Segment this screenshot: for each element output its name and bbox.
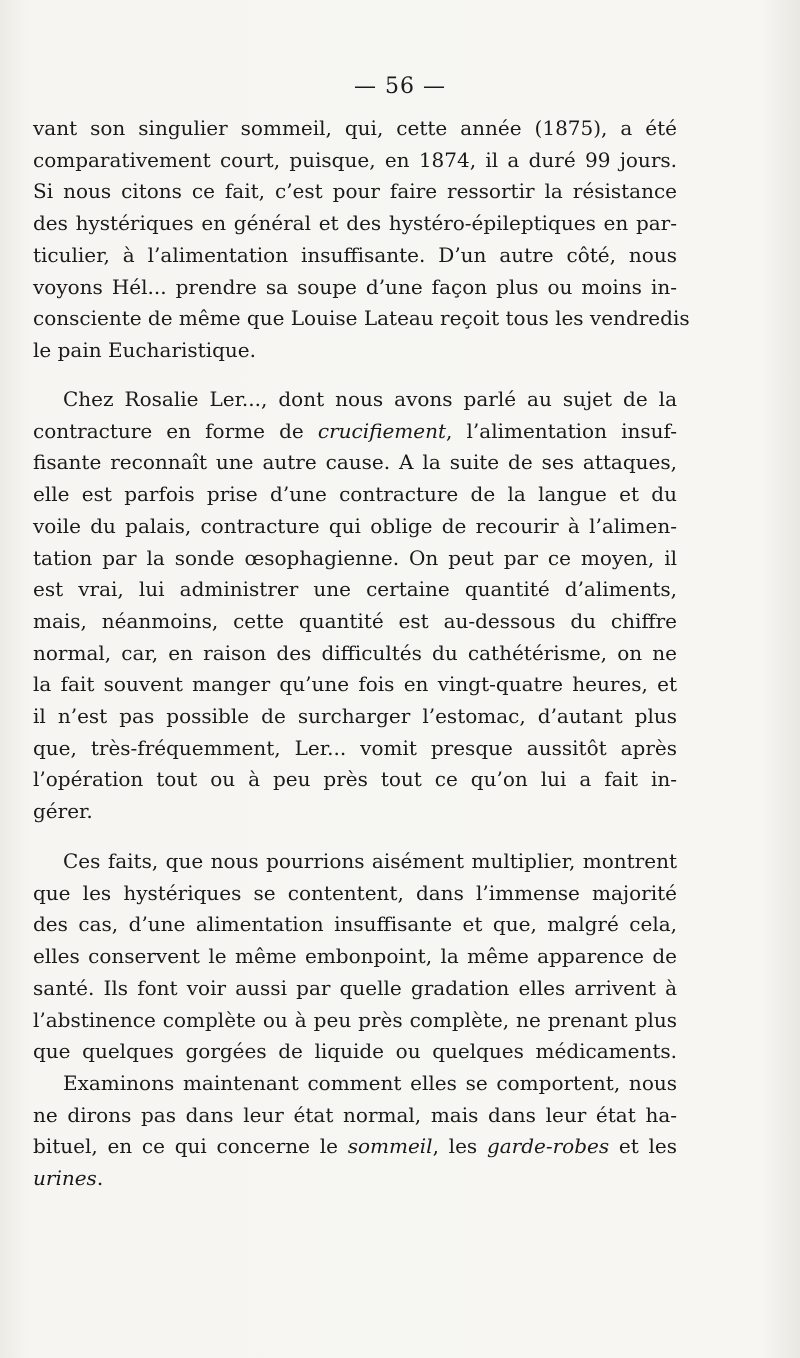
text-segment: et les (609, 1134, 677, 1159)
text-line: Chez Rosalie Ler..., dont nous avons parlé au sujet de la (63, 387, 677, 411)
paragraph-1 (33, 113, 690, 367)
text-line: des cas, d’une alimentation insuffisante et que, malgré cela, (33, 912, 677, 937)
paragraph-3 (33, 846, 677, 1068)
text-line: la fait souvent manger qu’une fois en vingt-quatre heures, et (33, 672, 677, 697)
text-line: Examinons maintenant comment elles se comportent, nous (63, 1071, 677, 1095)
text-line: voile du palais, contracture qui oblige de recourir à l’alimen- (33, 513, 677, 538)
text-line: le pain Eucharistique. (33, 337, 256, 362)
text-line: elle est parfois prise d’une contracture de la langue et du (33, 482, 677, 507)
text-line (33, 1131, 677, 1163)
text-line: fisante reconnaît une autre cause. A la suite de ses attaques, (33, 450, 677, 475)
text-line: consciente de même que Louise Lateau reçoit tous les vendredis (33, 306, 690, 331)
page-number: — 56 — (354, 74, 446, 99)
text-line: comparativement court, puisque, en 1874, il a duré 99 jours. (33, 147, 677, 172)
italic-term: crucifiement (317, 418, 447, 443)
italic-term: garde-robes (486, 1134, 610, 1159)
text-line: l’opération tout ou à peu près tout ce qu’on lui a fait in- (33, 767, 677, 792)
text-line: que, très-fréquemment, Ler... vomit presque aussitôt après (33, 735, 677, 760)
text-line: ticulier, à l’alimentation insuffisante. D’un autre côté, nous (33, 242, 677, 267)
text-segment: contracture en forme de (33, 418, 318, 443)
text-segment: , l’alimentation insuf- (446, 418, 677, 443)
text-line: Ces faits, que nous pourrions aisément multiplier, montrent (63, 849, 677, 873)
paragraph-4 (33, 1068, 677, 1195)
text-line: mais, néanmoins, cette quantité est au-dessous du chiffre (33, 608, 677, 633)
text-line: Si nous citons ce fait, c’est pour faire ressortir la résistance (33, 179, 677, 204)
text-line: gérer. (33, 799, 93, 824)
text-line: que quelques gorgées de liquide ou quelques médicaments. (33, 1039, 677, 1064)
text-segment: . (96, 1166, 104, 1191)
paragraph-2 (33, 384, 677, 828)
text-segment: bituel, en ce qui concerne le (33, 1134, 348, 1159)
text-line: que les hystériques se contentent, dans l’immense majorité (33, 880, 677, 905)
text-line: santé. Ils font voir aussi par quelle gradation elles arrivent à (33, 975, 677, 1000)
text-line: est vrai, lui administrer une certaine quantité d’aliments, (33, 577, 677, 602)
text-line: elles conservent le même embonpoint, la même apparence de (33, 944, 677, 969)
text-line: l’abstinence complète ou à peu près complète, ne prenant plus (33, 1007, 677, 1032)
text-line (33, 1163, 677, 1195)
text-line: tation par la sonde œsophagienne. On peut par ce moyen, il (33, 545, 677, 570)
text-line: voyons Hél... prendre sa soupe d’une façon plus ou moins in- (33, 274, 677, 299)
italic-term: urines (33, 1166, 97, 1191)
text-line: ne dirons pas dans leur état normal, mais dans leur état ha- (33, 1102, 677, 1127)
text-line: il n’est pas possible de surcharger l’estomac, d’autant plus (33, 704, 677, 729)
text-line: vant son singulier sommeil, qui, cette année (1875), a été (33, 116, 677, 140)
text-line (33, 416, 677, 448)
text-line: des hystériques en général et des hystéro-épileptiques en par- (33, 211, 677, 236)
text-segment: , les (432, 1134, 487, 1159)
italic-term: sommeil (347, 1134, 433, 1159)
text-line: normal, car, en raison des difficultés du cathétérisme, on ne (33, 640, 677, 665)
